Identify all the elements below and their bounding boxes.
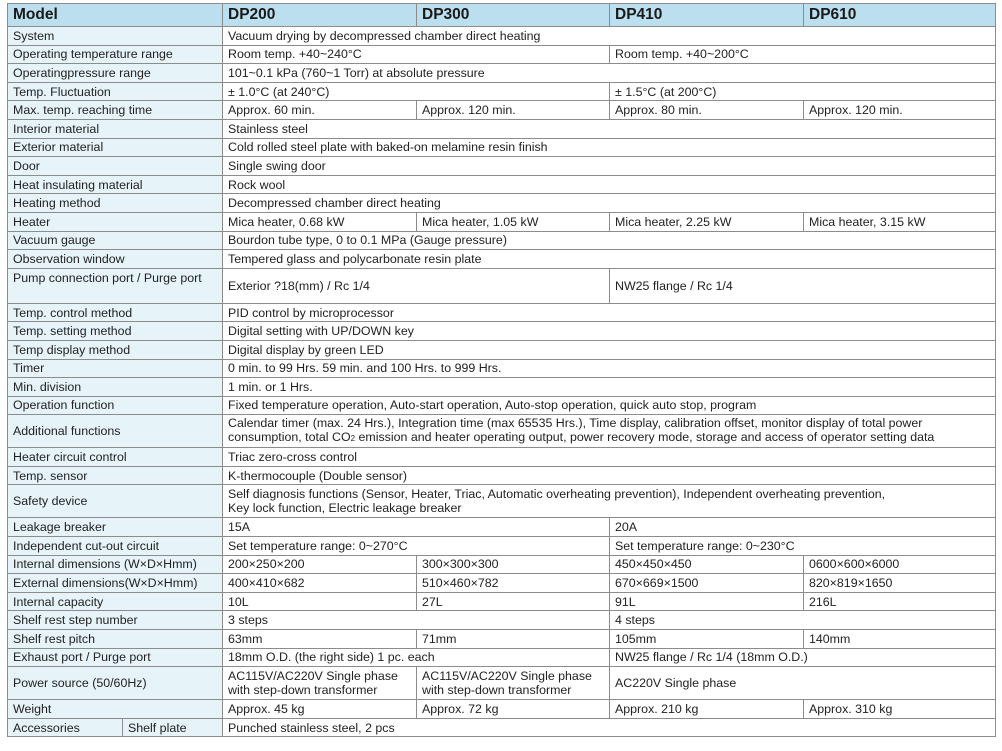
row-label: Heater circuit control (8, 448, 223, 467)
cell-all: Fixed temperature operation, Auto-start operation, Auto-stop operation, quick auto stop, program (223, 396, 996, 415)
cell-dp300 (417, 667, 610, 700)
cell-dp200: 10L (223, 592, 417, 611)
row-label: Temp. setting method (8, 322, 223, 341)
row-label: Internal capacity (8, 592, 223, 611)
model-dp300-header: DP300 (417, 4, 610, 27)
row-label: Observation window (8, 250, 223, 269)
cell-dp200 (223, 667, 417, 700)
row-exhaust-port (8, 648, 996, 667)
cell-all: Cold rolled steel plate with baked-on melamine resin finish (223, 138, 996, 157)
cell-dp410: 105mm (610, 630, 804, 649)
cell-all: Triac zero-cross control (223, 448, 996, 467)
row-operation-function (8, 396, 996, 415)
cell-dp610: 0600×600×6000 (804, 555, 996, 574)
row-interior-material (8, 119, 996, 138)
row-weight (8, 700, 996, 719)
cell-dp200-dp300: Exterior ?18(mm) / Rc 1/4 (223, 268, 610, 303)
cell-dp410-dp610: 4 steps (610, 611, 996, 630)
additional-line-2-post: emission and heater operating output, power recovery mode, storage and access of operator setting data (355, 430, 935, 445)
cell-dp200-dp300: 3 steps (223, 611, 610, 630)
cell-all: 1 min. or 1 Hrs. (223, 378, 996, 397)
row-label: Internal dimensions (W×D×Hmm) (8, 555, 223, 574)
row-temp-fluctuation (8, 82, 996, 101)
cell-dp200: 200×250×200 (223, 555, 417, 574)
spec-table (7, 3, 996, 737)
cell-all: Digital setting with UP/DOWN key (223, 322, 996, 341)
row-exterior-material (8, 138, 996, 157)
row-additional-functions (8, 415, 996, 448)
row-label: Leakage breaker (8, 518, 223, 537)
cell-dp410-dp610: 20A (610, 518, 996, 537)
cell-all: Digital display by green LED (223, 340, 996, 359)
row-label: Heater (8, 212, 223, 231)
row-pump-port (8, 268, 996, 303)
row-door (8, 157, 996, 176)
cell-dp200-dp300: 18mm O.D. (the right side) 1 pc. each (223, 648, 610, 667)
cell-dp300: 27L (417, 592, 610, 611)
cell-dp200-dp300: ± 1.0°C (at 240°C) (223, 82, 610, 101)
row-label: Heat insulating material (8, 175, 223, 194)
row-internal-capacity (8, 592, 996, 611)
row-timer (8, 359, 996, 378)
row-cutout-circuit (8, 537, 996, 556)
row-system (8, 27, 996, 46)
row-observation-window (8, 250, 996, 269)
cell-all: Bourdon tube type, 0 to 0.1 MPa (Gauge pressure) (223, 231, 996, 250)
row-label: Door (8, 157, 223, 176)
additional-line-1: Calendar timer (max. 24 Hrs.), Integration time (max 65535 Hrs.), Time display, calibration offset, monitor display of total power (228, 416, 923, 431)
row-safety-device (8, 485, 996, 518)
cell-all: 101~0.1 kPa (760~1 Torr) at absolute pressure (223, 64, 996, 83)
row-sublabel: Shelf plate (123, 718, 223, 737)
co2-subscript: 2 (350, 434, 356, 444)
row-label: Max. temp. reaching time (8, 101, 223, 120)
row-vacuum-gauge (8, 231, 996, 250)
cell-dp200: 63mm (223, 630, 417, 649)
row-temp-setting (8, 322, 996, 341)
cell-all: Punched stainless steel, 2 pcs (223, 718, 996, 737)
cell-all: K-thermocouple (Double sensor) (223, 466, 996, 485)
cell-dp200-dp300: Room temp. +40~240°C (223, 45, 610, 64)
cell-all: Vacuum drying by decompressed chamber direct heating (223, 27, 996, 46)
row-label: Temp. control method (8, 303, 223, 322)
cell-dp300: Approx. 72 kg (417, 700, 610, 719)
row-label: Temp display method (8, 340, 223, 359)
row-temp-control (8, 303, 996, 322)
model-dp200-header: DP200 (223, 4, 417, 27)
cell-all: Rock wool (223, 175, 996, 194)
row-external-dimensions (8, 574, 996, 593)
cell-dp300: 71mm (417, 630, 610, 649)
cell-dp200: Mica heater, 0.68 kW (223, 212, 417, 231)
row-label: Pump connection port / Purge port (8, 268, 223, 303)
row-shelf-pitch (8, 630, 996, 649)
safety-line-1: Self diagnosis functions (Sensor, Heater, Triac, Automatic overheating prevention), Independent overheating prevention, (228, 487, 886, 502)
row-accessories (8, 718, 996, 737)
row-operating-pressure (8, 64, 996, 83)
cell-dp410-dp610: NW25 flange / Rc 1/4 (18mm O.D.) (610, 648, 996, 667)
cell-all (223, 415, 996, 448)
cell-dp410-dp610: AC220V Single phase (610, 667, 996, 700)
row-label: Operating temperature range (8, 45, 223, 64)
cell-dp610: Mica heater, 3.15 kW (804, 212, 996, 231)
row-label: Operation function (8, 396, 223, 415)
row-label: Independent cut-out circuit (8, 537, 223, 556)
row-heating-method (8, 194, 996, 213)
row-label: Temp. sensor (8, 466, 223, 485)
row-heater (8, 212, 996, 231)
cell-all: 0 min. to 99 Hrs. 59 min. and 100 Hrs. to 999 Hrs. (223, 359, 996, 378)
row-label: Accessories (8, 718, 123, 737)
cell-all: Single swing door (223, 157, 996, 176)
additional-line-2-pre: consumption, total CO (228, 430, 351, 445)
row-label: Shelf rest pitch (8, 630, 223, 649)
row-label: Exterior material (8, 138, 223, 157)
row-label: Interior material (8, 119, 223, 138)
cell-dp200: Approx. 45 kg (223, 700, 417, 719)
row-label: External dimensions(W×D×Hmm) (8, 574, 223, 593)
row-label: Operatingpressure range (8, 64, 223, 83)
row-label: Additional functions (8, 415, 223, 448)
cell-dp410-dp610: Set temperature range: 0~230°C (610, 537, 996, 556)
cell-dp610: 820×819×1650 (804, 574, 996, 593)
row-label: Vacuum gauge (8, 231, 223, 250)
cell-dp300: 300×300×300 (417, 555, 610, 574)
row-power-source (8, 667, 996, 700)
cell-dp410: Approx. 80 min. (610, 101, 804, 120)
row-label: Weight (8, 700, 223, 719)
cell-all: PID control by microprocessor (223, 303, 996, 322)
cell-dp200: Approx. 60 min. (223, 101, 417, 120)
row-shelf-steps (8, 611, 996, 630)
cell-dp200-dp300: 15A (223, 518, 610, 537)
cell-dp300: 510×460×782 (417, 574, 610, 593)
power-dp300-line-2: with step-down transformer (422, 683, 572, 698)
row-heater-circuit (8, 448, 996, 467)
model-dp610-header: DP610 (804, 4, 996, 27)
power-dp200-line-2: with step-down transformer (228, 683, 378, 698)
row-label: System (8, 27, 223, 46)
cell-dp300: Mica heater, 1.05 kW (417, 212, 610, 231)
additional-line-2 (228, 430, 995, 446)
cell-all: Stainless steel (223, 119, 996, 138)
row-max-temp-time (8, 101, 996, 120)
model-dp410-header: DP410 (610, 4, 804, 27)
row-label: Exhaust port / Purge port (8, 648, 223, 667)
cell-dp610: 140mm (804, 630, 996, 649)
cell-dp410: 670×669×1500 (610, 574, 804, 593)
cell-dp410: 91L (610, 592, 804, 611)
cell-dp410: Mica heater, 2.25 kW (610, 212, 804, 231)
cell-dp410: Approx. 210 kg (610, 700, 804, 719)
cell-all: Tempered glass and polycarbonate resin plate (223, 250, 996, 269)
cell-dp610: Approx. 120 min. (804, 101, 996, 120)
cell-dp200: 400×410×682 (223, 574, 417, 593)
row-label: Timer (8, 359, 223, 378)
row-leakage-breaker (8, 518, 996, 537)
row-operating-temperature (8, 45, 996, 64)
row-label: Safety device (8, 485, 223, 518)
row-temp-display (8, 340, 996, 359)
cell-all (223, 485, 996, 518)
row-label: Temp. Fluctuation (8, 82, 223, 101)
row-label: Power source (50/60Hz) (8, 667, 223, 700)
cell-dp200-dp300: Set temperature range: 0~270°C (223, 537, 610, 556)
row-heat-insulating (8, 175, 996, 194)
row-label: Min. division (8, 378, 223, 397)
cell-dp610: Approx. 310 kg (804, 700, 996, 719)
cell-dp410: 450×450×450 (610, 555, 804, 574)
row-temp-sensor (8, 466, 996, 485)
row-internal-dimensions (8, 555, 996, 574)
row-min-division (8, 378, 996, 397)
cell-dp410-dp610: ± 1.5°C (at 200°C) (610, 82, 996, 101)
cell-all: Decompressed chamber direct heating (223, 194, 996, 213)
row-label: Shelf rest step number (8, 611, 223, 630)
power-dp300-line-1: AC115V/AC220V Single phase (422, 669, 592, 684)
power-dp200-line-1: AC115V/AC220V Single phase (228, 669, 398, 684)
row-label: Heating method (8, 194, 223, 213)
cell-dp410-dp610: NW25 flange / Rc 1/4 (610, 268, 996, 303)
cell-dp610: 216L (804, 592, 996, 611)
model-header: Model (8, 4, 223, 27)
header-row (8, 4, 996, 27)
cell-dp410-dp610: Room temp. +40~200°C (610, 45, 996, 64)
safety-line-2: Key lock function, Electric leakage breaker (228, 501, 462, 516)
cell-dp300: Approx. 120 min. (417, 101, 610, 120)
